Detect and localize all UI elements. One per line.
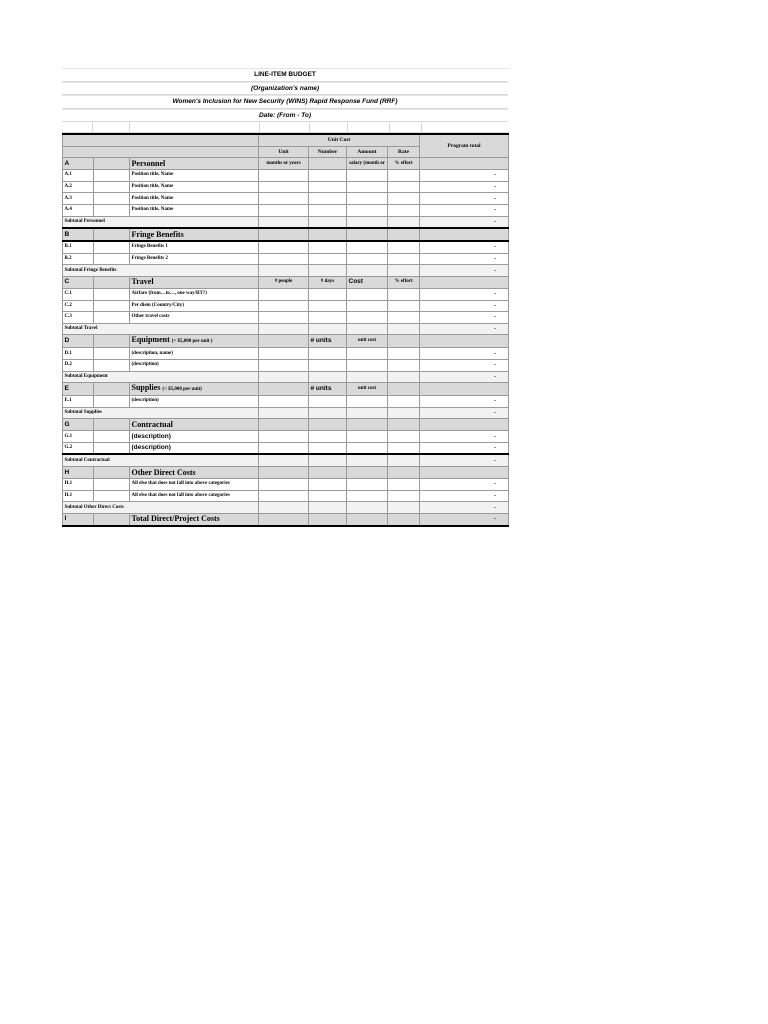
spacer-row [62, 122, 508, 133]
number-cell[interactable] [309, 479, 347, 491]
item-code: H.1 [63, 490, 94, 502]
line-item-row[interactable] [63, 181, 509, 193]
unit-cell[interactable] [259, 193, 309, 205]
number-cell[interactable] [309, 312, 347, 324]
program-total-header: Program total [420, 134, 509, 158]
subtotal-row [63, 216, 509, 228]
unit-cell[interactable] [259, 490, 309, 502]
amount-cell[interactable] [347, 490, 388, 502]
line-item-row[interactable] [63, 193, 509, 205]
section-code: C [63, 276, 94, 288]
item-description[interactable]: Fringe Benefits 2 [130, 253, 259, 265]
amount-cell[interactable] [347, 359, 388, 371]
item-total: - [420, 204, 509, 216]
subtotal-row [63, 407, 509, 419]
item-total: - [420, 300, 509, 312]
item-total: - [420, 359, 509, 371]
subtotal-value: - [420, 407, 509, 419]
number-cell[interactable] [309, 300, 347, 312]
line-item-row[interactable] [63, 300, 509, 312]
item-total: - [420, 170, 509, 182]
subtotal-row [63, 502, 509, 514]
amount-cell[interactable] [347, 193, 388, 205]
item-description[interactable]: Position title, Name [130, 170, 259, 182]
item-description[interactable]: Position title, Name [130, 181, 259, 193]
unit-cell[interactable] [259, 170, 309, 182]
subtotal-label: Subtotal Contractual [63, 454, 259, 466]
amount-cell[interactable] [347, 396, 388, 408]
section-other-direct-costs [63, 467, 509, 479]
section-name: Personnel [130, 158, 259, 170]
rate-label: % effort [388, 158, 420, 170]
section-code: E [63, 383, 94, 396]
item-description[interactable]: Fringe Benefits 1 [130, 241, 259, 253]
amount-cell[interactable] [347, 479, 388, 491]
section-code: G [63, 419, 94, 431]
total-label: Total Direct/Project Costs [130, 513, 259, 526]
section-note: (< $5,000 per unit) [162, 387, 202, 393]
rate-cell[interactable] [388, 170, 420, 182]
item-total: - [420, 490, 509, 502]
unit-header: Unit [259, 146, 309, 158]
amount-label: Cost [347, 276, 388, 288]
subtotal-label: Subtotal Supplies [63, 407, 259, 419]
section-name: Supplies [131, 383, 161, 393]
number-cell[interactable] [309, 181, 347, 193]
fund-name: Women's Inclusion for New Security (WINS) Rapid Response Fund (RRF) [62, 95, 508, 109]
amount-label: unit cost [347, 383, 388, 396]
subtotal-label: Subtotal Personnel [63, 216, 259, 228]
section-travel [63, 276, 509, 288]
line-item-row[interactable] [63, 348, 509, 360]
line-item-row[interactable] [63, 204, 509, 216]
item-description[interactable]: (description) [130, 396, 259, 408]
number-cell[interactable] [309, 253, 347, 265]
rate-cell[interactable] [388, 193, 420, 205]
line-item-row[interactable] [63, 479, 509, 491]
amount-cell[interactable] [347, 442, 388, 454]
section-personnel [63, 158, 509, 170]
item-total: - [420, 431, 509, 443]
line-item-row[interactable] [63, 312, 509, 324]
rate-cell[interactable] [388, 479, 420, 491]
subtotal-value: - [420, 265, 509, 277]
item-total: - [420, 479, 509, 491]
unit-cost-header: Unit Cost [259, 134, 420, 146]
section-code: D [63, 335, 94, 348]
subtotal-label: Subtotal Equipment [63, 371, 259, 383]
subtotal-value: - [420, 454, 509, 466]
item-total: - [420, 396, 509, 408]
item-description[interactable]: Airfare (from…to…, one way/RT?) [130, 288, 259, 300]
number-label: # units [309, 383, 347, 396]
subtotal-value: - [420, 216, 509, 228]
item-total: - [420, 442, 509, 454]
subtotal-value: - [420, 502, 509, 514]
header-row-1 [63, 134, 509, 146]
unit-cell[interactable] [259, 181, 309, 193]
item-code: A.3 [63, 193, 94, 205]
unit-cell[interactable] [259, 288, 309, 300]
budget-title: LINE-ITEM BUDGET [62, 68, 508, 82]
unit-label: months or years [259, 158, 309, 170]
line-item-row[interactable] [63, 396, 509, 408]
line-item-row[interactable] [63, 442, 509, 454]
item-description[interactable]: Other travel costs [130, 312, 259, 324]
section-name: Fringe Benefits [130, 228, 259, 241]
subtotal-value: - [420, 371, 509, 383]
unit-cell[interactable] [259, 300, 309, 312]
item-code: A.1 [63, 170, 94, 182]
number-cell[interactable] [309, 193, 347, 205]
rate-cell[interactable] [388, 490, 420, 502]
total-value: - [420, 513, 509, 526]
item-description[interactable]: Position title, Name [130, 193, 259, 205]
rate-cell[interactable] [388, 181, 420, 193]
section-code: A [63, 158, 94, 170]
rate-label: % effort [388, 276, 420, 288]
rate-cell[interactable] [388, 348, 420, 360]
item-description[interactable]: (description) [130, 442, 259, 454]
section-code: H [63, 467, 94, 479]
rate-cell[interactable] [388, 288, 420, 300]
unit-cell[interactable] [259, 312, 309, 324]
amount-label: salary (month or [347, 158, 388, 170]
rate-cell[interactable] [388, 396, 420, 408]
section-name: Equipment [131, 335, 170, 345]
rate-cell[interactable] [388, 359, 420, 371]
item-description[interactable]: All else that does not fall into above categories [130, 479, 259, 491]
number-cell[interactable] [309, 170, 347, 182]
subtotal-row [63, 454, 509, 466]
number-cell[interactable] [309, 431, 347, 443]
budget-sheet [62, 68, 508, 527]
subtotal-label: Subtotal Other Direct Costs [63, 502, 259, 514]
item-total: - [420, 348, 509, 360]
rate-cell[interactable] [388, 300, 420, 312]
number-cell[interactable] [309, 204, 347, 216]
unit-label: # people [259, 276, 309, 288]
rate-cell[interactable] [388, 442, 420, 454]
amount-cell[interactable] [347, 431, 388, 443]
item-code: G.1 [63, 431, 94, 443]
amount-cell[interactable] [347, 181, 388, 193]
line-item-row[interactable] [63, 490, 509, 502]
item-code: D.1 [63, 348, 94, 360]
item-code: C.2 [63, 300, 94, 312]
number-label: # units [309, 335, 347, 348]
date-range[interactable]: Date: (From - To) [62, 109, 508, 123]
subtotal-row [63, 323, 509, 335]
line-item-row[interactable] [63, 288, 509, 300]
line-item-row[interactable] [63, 359, 509, 371]
item-code: A.2 [63, 181, 94, 193]
section-name: Travel [130, 276, 259, 288]
item-code: E.1 [63, 396, 94, 408]
item-code: B.2 [63, 253, 94, 265]
subtotal-label: Subtotal Fringe Benefits [63, 265, 259, 277]
rate-cell[interactable] [388, 431, 420, 443]
section-note: (> $5,000 per unit ) [171, 339, 213, 345]
unit-cell[interactable] [259, 348, 309, 360]
number-cell[interactable] [309, 359, 347, 371]
number-cell[interactable] [309, 490, 347, 502]
rate-cell[interactable] [388, 204, 420, 216]
item-total: - [420, 253, 509, 265]
item-total: - [420, 288, 509, 300]
number-header: Number [309, 146, 347, 158]
section-name: Other Direct Costs [130, 467, 259, 479]
item-code: C.1 [63, 288, 94, 300]
amount-cell[interactable] [347, 204, 388, 216]
item-description[interactable]: (description, name) [130, 348, 259, 360]
number-cell[interactable] [309, 396, 347, 408]
section-equipment [63, 335, 509, 348]
section-contractual [63, 419, 509, 431]
item-total: - [420, 312, 509, 324]
item-description[interactable]: (description) [130, 359, 259, 371]
item-code: D.2 [63, 359, 94, 371]
amount-cell[interactable] [347, 170, 388, 182]
amount-cell[interactable] [347, 348, 388, 360]
amount-header: Amount [347, 146, 388, 158]
line-item-row[interactable] [63, 253, 509, 265]
amount-cell[interactable] [347, 253, 388, 265]
item-description[interactable]: Per diem (Country/City) [130, 300, 259, 312]
amount-cell[interactable] [347, 312, 388, 324]
line-item-row[interactable] [63, 170, 509, 182]
number-cell[interactable] [309, 288, 347, 300]
item-total: - [420, 241, 509, 253]
subtotal-row [63, 371, 509, 383]
number-cell[interactable] [309, 442, 347, 454]
unit-cell[interactable] [259, 396, 309, 408]
number-label: # days [309, 276, 347, 288]
unit-cell[interactable] [259, 442, 309, 454]
subtotal-value: - [420, 323, 509, 335]
subtotal-row [63, 265, 509, 277]
unit-cell[interactable] [259, 479, 309, 491]
item-description[interactable]: (description) [130, 431, 259, 443]
item-description[interactable]: Position title, Name [130, 204, 259, 216]
number-cell[interactable] [309, 348, 347, 360]
unit-cell[interactable] [259, 359, 309, 371]
item-code: B.1 [63, 241, 94, 253]
unit-cell[interactable] [259, 204, 309, 216]
rate-cell[interactable] [388, 241, 420, 253]
item-code: H.1 [63, 479, 94, 491]
subtotal-label: Subtotal Travel [63, 323, 259, 335]
section-fringe-benefits [63, 228, 509, 241]
section-code: I [63, 513, 94, 526]
total-direct-costs-row [63, 513, 509, 526]
amount-cell[interactable] [347, 288, 388, 300]
unit-cell[interactable] [259, 241, 309, 253]
section-name: Contractual [130, 419, 259, 431]
amount-label: unit cost [347, 335, 388, 348]
line-item-row[interactable] [63, 241, 509, 253]
line-item-row[interactable] [63, 431, 509, 443]
item-total: - [420, 181, 509, 193]
item-code: G.2 [63, 442, 94, 454]
item-total: - [420, 193, 509, 205]
section-code: B [63, 228, 94, 241]
unit-cell[interactable] [259, 253, 309, 265]
budget-table [62, 133, 509, 527]
amount-cell[interactable] [347, 241, 388, 253]
item-code: C.3 [63, 312, 94, 324]
rate-cell[interactable] [388, 312, 420, 324]
item-description[interactable]: All else that does not fall into above categories [130, 490, 259, 502]
number-cell[interactable] [309, 241, 347, 253]
amount-cell[interactable] [347, 300, 388, 312]
rate-header: Rate [388, 146, 420, 158]
rate-cell[interactable] [388, 253, 420, 265]
unit-cell[interactable] [259, 431, 309, 443]
organization-name[interactable]: (Organization's name) [62, 82, 508, 96]
item-code: A.4 [63, 204, 94, 216]
section-supplies [63, 383, 509, 396]
